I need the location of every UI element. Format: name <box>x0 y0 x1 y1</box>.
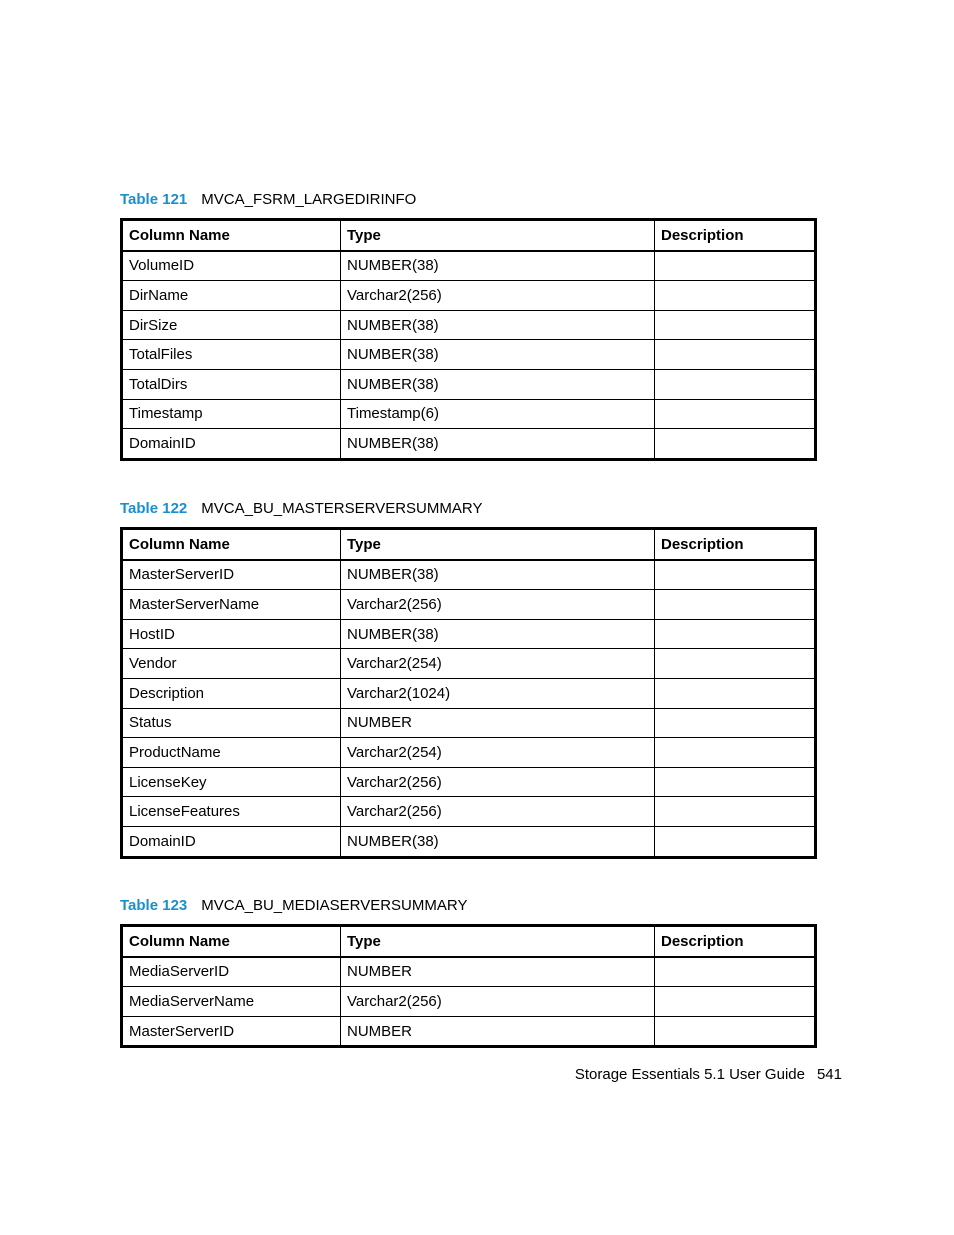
table-label: Table 123 <box>120 897 188 914</box>
cell-type: Varchar2(256) <box>341 797 655 827</box>
cell-column-name: DirSize <box>122 310 341 340</box>
header-type: Type <box>341 926 655 957</box>
table-label: Table 121 <box>120 191 188 208</box>
cell-type: Varchar2(256) <box>341 987 655 1017</box>
cell-column-name: VolumeID <box>122 251 341 281</box>
cell-description <box>655 560 816 590</box>
footer-guide-title: Storage Essentials 5.1 User Guide <box>574 1066 805 1083</box>
header-column-name: Column Name <box>122 220 341 251</box>
cell-type: Varchar2(254) <box>341 738 655 768</box>
cell-description <box>655 987 816 1017</box>
table-row <box>122 369 816 399</box>
cell-column-name: LicenseKey <box>122 767 341 797</box>
table-name: MVCA_FSRM_LARGEDIRINFO <box>201 191 417 208</box>
cell-type: NUMBER(38) <box>341 619 655 649</box>
page-number: 541 <box>816 1066 842 1083</box>
table-row <box>122 281 816 311</box>
cell-type: NUMBER <box>341 1016 655 1047</box>
table-row <box>122 560 816 590</box>
cell-description <box>655 251 816 281</box>
cell-type: NUMBER <box>341 708 655 738</box>
cell-column-name: DomainID <box>122 826 341 857</box>
cell-column-name: TotalFiles <box>122 340 341 370</box>
table-row <box>122 797 816 827</box>
cell-column-name: Description <box>122 678 341 708</box>
table-block-121 <box>120 189 814 461</box>
table-123 <box>120 924 817 1048</box>
cell-description <box>655 369 816 399</box>
cell-description <box>655 619 816 649</box>
cell-type: NUMBER(38) <box>341 429 655 460</box>
table-row <box>122 399 816 429</box>
cell-type: Varchar2(1024) <box>341 678 655 708</box>
table-row <box>122 429 816 460</box>
cell-description <box>655 1016 816 1047</box>
table-row <box>122 1016 816 1047</box>
cell-type: Varchar2(256) <box>341 590 655 620</box>
cell-description <box>655 738 816 768</box>
cell-type: Varchar2(256) <box>341 767 655 797</box>
table-name: MVCA_BU_MEDIASERVERSUMMARY <box>201 897 468 914</box>
cell-type: NUMBER(38) <box>341 251 655 281</box>
table-row <box>122 957 816 987</box>
cell-description <box>655 399 816 429</box>
table-block-122 <box>120 498 814 859</box>
cell-type: Timestamp(6) <box>341 399 655 429</box>
cell-description <box>655 957 816 987</box>
table-header-row <box>122 220 816 251</box>
cell-column-name: ProductName <box>122 738 341 768</box>
cell-description <box>655 649 816 679</box>
cell-column-name: MediaServerName <box>122 987 341 1017</box>
table-row <box>122 678 816 708</box>
header-type: Type <box>341 529 655 560</box>
header-description: Description <box>655 529 816 560</box>
cell-description <box>655 340 816 370</box>
cell-column-name: Timestamp <box>122 399 341 429</box>
table-header-row <box>122 926 816 957</box>
cell-description <box>655 767 816 797</box>
cell-type: NUMBER(38) <box>341 369 655 399</box>
cell-column-name: HostID <box>122 619 341 649</box>
cell-type: Varchar2(256) <box>341 281 655 311</box>
cell-type: NUMBER(38) <box>341 310 655 340</box>
table-block-123 <box>120 895 814 1048</box>
table-label: Table 122 <box>120 500 188 517</box>
cell-column-name: MediaServerID <box>122 957 341 987</box>
table-caption <box>120 189 814 211</box>
header-column-name: Column Name <box>122 529 341 560</box>
table-name: MVCA_BU_MASTERSERVERSUMMARY <box>201 500 483 517</box>
cell-type: NUMBER(38) <box>341 826 655 857</box>
table-row <box>122 340 816 370</box>
cell-type: Varchar2(254) <box>341 649 655 679</box>
cell-column-name: MasterServerID <box>122 560 341 590</box>
table-row <box>122 590 816 620</box>
table-row <box>122 708 816 738</box>
cell-column-name: MasterServerID <box>122 1016 341 1047</box>
cell-column-name: DomainID <box>122 429 341 460</box>
table-row <box>122 310 816 340</box>
cell-description <box>655 429 816 460</box>
table-row <box>122 738 816 768</box>
table-row <box>122 619 816 649</box>
cell-type: NUMBER <box>341 957 655 987</box>
cell-column-name: Vendor <box>122 649 341 679</box>
cell-description <box>655 797 816 827</box>
table-122 <box>120 527 817 859</box>
cell-column-name: MasterServerName <box>122 590 341 620</box>
cell-description <box>655 590 816 620</box>
table-row <box>122 649 816 679</box>
cell-column-name: LicenseFeatures <box>122 797 341 827</box>
table-header-row <box>122 529 816 560</box>
cell-type: NUMBER(38) <box>341 340 655 370</box>
page-footer <box>575 1066 842 1083</box>
cell-description <box>655 826 816 857</box>
table-row <box>122 767 816 797</box>
table-caption <box>120 895 814 917</box>
cell-column-name: DirName <box>122 281 341 311</box>
header-description: Description <box>655 926 816 957</box>
cell-column-name: TotalDirs <box>122 369 341 399</box>
cell-description <box>655 281 816 311</box>
cell-type: NUMBER(38) <box>341 560 655 590</box>
header-description: Description <box>655 220 816 251</box>
table-121 <box>120 218 817 461</box>
cell-description <box>655 708 816 738</box>
header-type: Type <box>341 220 655 251</box>
table-row <box>122 251 816 281</box>
table-caption <box>120 498 814 520</box>
table-row <box>122 987 816 1017</box>
cell-column-name: Status <box>122 708 341 738</box>
cell-description <box>655 310 816 340</box>
header-column-name: Column Name <box>122 926 341 957</box>
table-row <box>122 826 816 857</box>
cell-description <box>655 678 816 708</box>
